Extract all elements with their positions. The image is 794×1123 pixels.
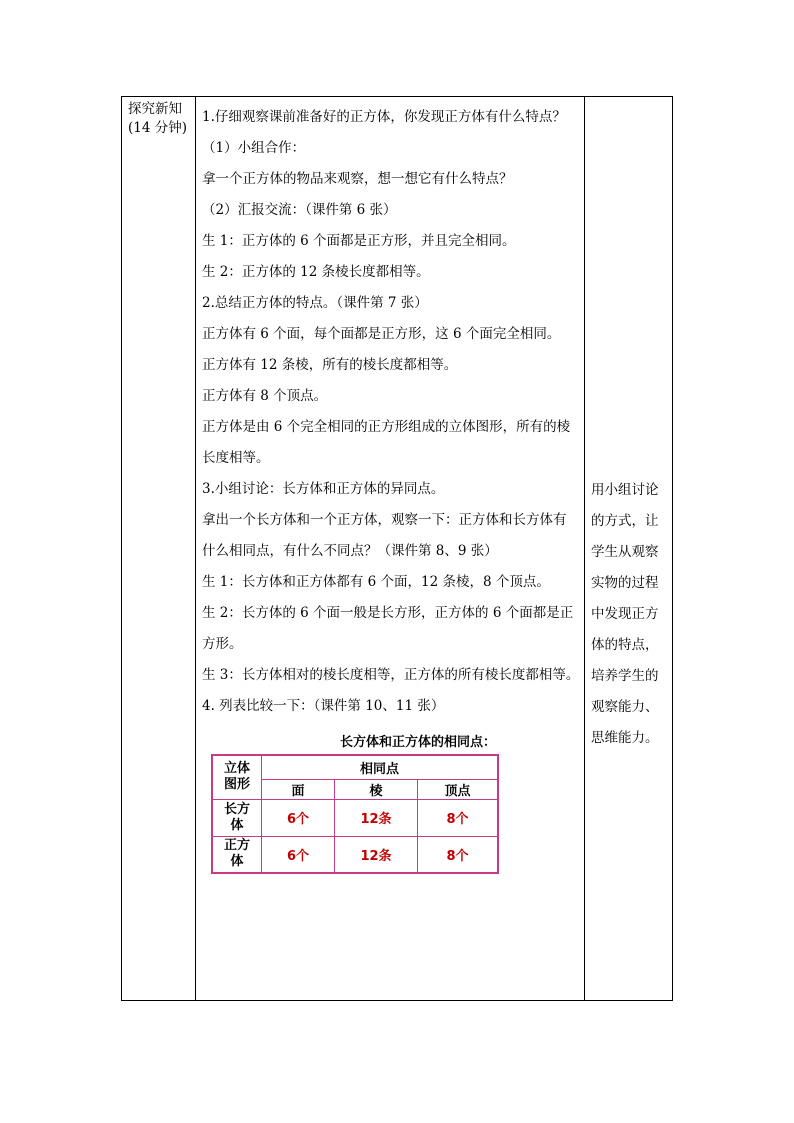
- comparison-table: [211, 754, 499, 874]
- row-header: [212, 799, 262, 836]
- content-line: 生 2：长方体的 6 个面一般是长方形，正方体的 6 个面都是正: [202, 605, 574, 621]
- corner-header-line: 图形: [223, 777, 250, 793]
- table-row: [212, 836, 498, 873]
- row-header-line: 长方: [223, 801, 250, 817]
- row-header: [212, 836, 262, 873]
- column-header: 顶点: [418, 779, 499, 799]
- content-line: 生 1：正方体的 6 个面都是正方形，并且完全相同。: [202, 233, 516, 249]
- content-line: 正方体是由 6 个完全相同的正方形组成的立体图形，所有的棱: [202, 419, 571, 435]
- row-header-line: 正方: [223, 838, 250, 854]
- content-lines: [202, 102, 582, 722]
- intent-line: 中发现正方: [591, 606, 659, 622]
- intent-cell: [584, 97, 673, 1000]
- intent-line: 体的特点，: [591, 637, 659, 653]
- content-line: 2.总结正方体的特点。（课件第 7 张）: [202, 295, 428, 311]
- intent-line: 用小组讨论: [591, 482, 659, 498]
- comparison-table-title: 长方体和正方体的相同点：: [340, 735, 497, 750]
- intent-text: [591, 475, 671, 754]
- stage-name: 探究新知: [128, 101, 182, 117]
- table-cell: 8个: [418, 836, 499, 873]
- content-line: 正方体有 12 条棱，所有的棱长度都相等。: [202, 357, 458, 373]
- intent-line: 学生从观察: [591, 544, 659, 560]
- content-line: 长度相等。: [202, 450, 270, 466]
- table-cell: 6个: [262, 836, 335, 873]
- column-header: 棱: [335, 779, 418, 799]
- content-line: （1）小组合作：: [202, 140, 306, 156]
- content-cell: [196, 97, 584, 1000]
- lesson-table: [121, 96, 673, 1001]
- content-line: 正方体有 8 个顶点。: [202, 388, 328, 404]
- table-cell: 8个: [418, 799, 499, 836]
- table-row: [212, 799, 498, 836]
- stage-cell: [122, 97, 196, 1000]
- content-line: 什么相同点，有什么不同点？（课件第 8、9 张）: [202, 543, 498, 559]
- corner-header-line: 立体: [223, 761, 250, 777]
- intent-line: 的方式，让: [591, 513, 659, 529]
- stage-label: [128, 100, 187, 138]
- table-cell: 12条: [335, 836, 418, 873]
- table-cell: 6个: [262, 799, 335, 836]
- content-line: 3.小组讨论：长方体和正方体的异同点。: [202, 481, 445, 497]
- group-header: 相同点: [262, 755, 499, 779]
- row-header-line: 体: [230, 817, 244, 833]
- content-line: 拿出一个长方体和一个正方体，观察一下：正方体和长方体有: [202, 512, 567, 528]
- content-line: 正方体有 6 个面，每个面都是正方形，这 6 个面完全相同。: [202, 326, 561, 342]
- content-line: 生 3：长方体相对的棱长度相等，正方体的所有棱长度都相等。: [202, 667, 580, 683]
- intent-line: 思维能力。: [591, 730, 659, 746]
- column-header: 面: [262, 779, 335, 799]
- content-line: 生 2：正方体的 12 条棱长度都相等。: [202, 264, 430, 280]
- intent-line: 培养学生的: [591, 668, 659, 684]
- table-cell: 12条: [335, 799, 418, 836]
- content-line: （2）汇报交流：（课件第 6 张）: [202, 202, 397, 218]
- content-line: 方形。: [202, 636, 243, 652]
- row-header-line: 体: [230, 854, 244, 870]
- content-line: 4. 列表比较一下：（课件第 10、11 张）: [202, 698, 445, 714]
- intent-line: 观察能力、: [591, 699, 659, 715]
- content-line: 1.仔细观察课前准备好的正方体，你发现正方体有什么特点？: [202, 109, 566, 125]
- content-line: 生 1：长方体和正方体都有 6 个面，12 条棱，8 个顶点。: [202, 574, 550, 590]
- corner-header: [212, 755, 262, 799]
- intent-line: 实物的过程: [591, 575, 659, 591]
- content-line: 拿一个正方体的物品来观察，想一想它有什么特点？: [202, 171, 513, 187]
- stage-duration: (14 分钟): [128, 120, 188, 136]
